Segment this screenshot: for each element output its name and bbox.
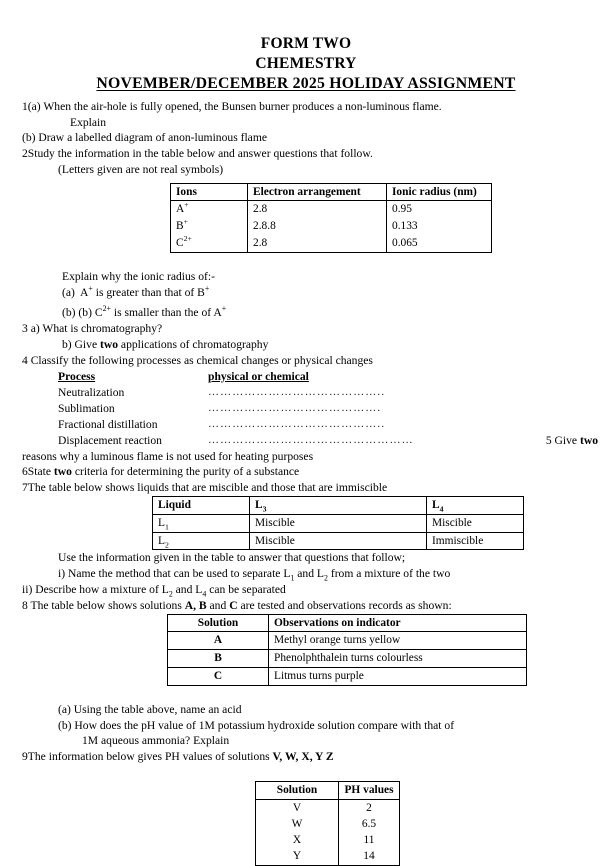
- ions-cell-ionic-radius: 0.95: [387, 201, 492, 218]
- solutions-cell-observation: Methyl orange turns yellow: [269, 632, 527, 650]
- table-header-row: [256, 781, 400, 799]
- ph-cell-value: 11: [339, 832, 400, 848]
- q7-stem: 7The table below shows liquids that are miscible and those that are immiscible: [22, 481, 388, 495]
- solutions-col-header-observations: Observations on indicator: [269, 614, 527, 632]
- q4-row-displacement-reaction: [22, 433, 414, 449]
- table-row: [168, 632, 527, 650]
- q8-stem-pre: 8 The table below shows solutions: [22, 598, 185, 612]
- q6-pre: 6State: [22, 465, 54, 479]
- solutions-cell-solution: B: [168, 650, 269, 668]
- ions-cell-electron-arrangement: 2.8: [248, 235, 387, 252]
- q4-row-neutralization: [22, 385, 602, 401]
- table-row: [256, 848, 400, 865]
- table-header-row: [153, 497, 524, 515]
- ph-cell-solution: W: [256, 816, 339, 832]
- q7-use-info: Use the information given in the table to answer that questions that follow;: [58, 551, 406, 565]
- ions-col-header-ionic-radius: Ionic radius (nm): [387, 183, 492, 201]
- ions-cell-ionic-radius: 0.133: [387, 218, 492, 235]
- table-row: [171, 218, 492, 235]
- q4-stem: 4 Classify the following processes as chemical changes or physical changes: [22, 353, 373, 367]
- table-header-row: [168, 614, 527, 632]
- ph-cell-solution: X: [256, 832, 339, 848]
- q1-part-b: (b) Draw a labelled diagram of anon-luminous flame: [22, 131, 267, 145]
- q5-continuation: reasons why a luminous flame is not used for heating purposes: [22, 449, 314, 463]
- q7-part-i: i) Name the method that can be used to separate $L_1$ and $L_2$ from a mixture of the two: [58, 567, 451, 583]
- table-row: [256, 832, 400, 848]
- q8-part-a: (a) Using the table above, name an acid: [58, 702, 242, 716]
- q9-stem-bold: V, W, X, Y Z: [272, 750, 334, 764]
- q4-answer-blank[interactable]: ……………………………………..: [208, 417, 386, 430]
- liquids-cell-l4: Immiscible: [427, 532, 524, 550]
- ph-cell-value: 14: [339, 848, 400, 865]
- q4-process-label: Displacement reaction: [58, 433, 162, 447]
- q5-stem-fragment: [546, 433, 602, 449]
- ph-cell-value: 6.5: [339, 816, 400, 832]
- ph-values-table: [255, 781, 400, 866]
- q4-row-displacement-with-q5-fragment: [22, 433, 602, 449]
- liquids-cell-l4: Miscible: [427, 514, 524, 532]
- q2-part-b: (b) (b) $C^{2+}$ is smaller than the of A+: [62, 304, 227, 320]
- q2-part-a: (a) A+ is greater than that of B+: [62, 283, 210, 299]
- q8-part-b-line2: 1M aqueous ammonia? Explain: [82, 734, 230, 748]
- q8-stem-post: are tested and observations records as shown:: [237, 598, 452, 612]
- liquids-table: [152, 496, 524, 550]
- table-row: [256, 799, 400, 816]
- q4-process-label: Sublimation: [58, 401, 115, 415]
- q6-bold: two: [53, 465, 72, 479]
- solutions-cell-solution: A: [168, 632, 269, 650]
- q4-answer-blank[interactable]: …………………………………….: [208, 401, 382, 414]
- q8-part-b-line1: (b) How does the pH value of 1M potassium hydroxide solution compare with that of: [58, 718, 455, 732]
- ph-cell-solution: Y: [256, 848, 339, 865]
- ph-cell-solution: V: [256, 799, 339, 816]
- q6-post: criteria for determining the purity of a substance: [71, 465, 300, 479]
- q4-column-headers: [22, 369, 602, 385]
- q4-answer-blank[interactable]: ……………………………………………: [208, 433, 414, 446]
- solutions-cell-solution: C: [168, 668, 269, 686]
- liquids-col-header-l3: $L_3$: [250, 497, 427, 515]
- document-header: [0, 34, 612, 95]
- q3-b-bold: two: [100, 338, 119, 352]
- liquids-col-header-liquid: Liquid: [153, 497, 250, 515]
- solutions-col-header-solution: Solution: [168, 614, 269, 632]
- q3-b-pre: b) Give: [62, 338, 100, 352]
- title-line-assignment: NOVEMBER/DECEMBER 2025 HOLIDAY ASSIGNMENT: [96, 75, 516, 93]
- ions-cell-electron-arrangement: 2.8: [248, 201, 387, 218]
- q8-stem-bold1: A, B: [184, 598, 207, 612]
- q4-col-header-process: Process: [58, 369, 96, 383]
- solutions-cell-observation: Litmus turns purple: [269, 668, 527, 686]
- document-page: [0, 34, 612, 863]
- ph-cell-value: 2: [339, 799, 400, 816]
- ph-col-header-solution: Solution: [256, 781, 339, 799]
- q8-stem-bold2: C: [229, 598, 238, 612]
- liquids-cell-liquid: $L_2$: [153, 532, 250, 550]
- q4-answer-blank[interactable]: ……………………………………..: [208, 385, 386, 398]
- table-row: [171, 201, 492, 218]
- ions-cell-ion: B+: [171, 218, 248, 235]
- q9-stem-pre: 9The information below gives PH values of solutions: [22, 750, 273, 764]
- q5-bold: two: [579, 433, 598, 447]
- ions-cell-ion: $C^{2+}$: [171, 235, 248, 252]
- q7-part-ii: ii) Describe how a mixture of $L_2$ and $L_4$ can be separated: [22, 583, 286, 599]
- table-row: [256, 816, 400, 832]
- q4-row-sublimation: [22, 401, 602, 417]
- ions-col-header-ions: Ions: [171, 183, 248, 201]
- table-row: [168, 650, 527, 668]
- title-line-form: FORM TWO: [260, 35, 352, 52]
- ions-cell-electron-arrangement: 2.8.8: [248, 218, 387, 235]
- q4-col-header-physical-or-chemical: physical or chemical: [208, 369, 309, 383]
- ions-cell-ion: A+: [171, 201, 248, 218]
- liquids-cell-l3: Miscible: [250, 532, 427, 550]
- solutions-table: [167, 614, 527, 686]
- solutions-cell-observation: Phenolphthalein turns colourless: [269, 650, 527, 668]
- ions-table: [170, 183, 492, 253]
- q2-explain-intro: Explain why the ionic radius of:-: [62, 269, 215, 283]
- liquids-col-header-l4: $L_4$: [427, 497, 524, 515]
- q3-b-post: applications of chromatography: [118, 338, 269, 352]
- q8-stem-mid: and: [206, 598, 230, 612]
- ions-col-header-electron-arrangement: Electron arrangement: [248, 183, 387, 201]
- title-line-subject: CHEMESTRY: [255, 55, 357, 73]
- q5-pre: 5 Give: [545, 433, 580, 447]
- ions-cell-ionic-radius: 0.065: [387, 235, 492, 252]
- q2-stem: 2Study the information in the table below and answer questions that follow.: [22, 147, 373, 161]
- q9-stem: [22, 749, 602, 765]
- liquids-cell-l3: Miscible: [250, 514, 427, 532]
- table-row: [153, 514, 524, 532]
- table-row: [153, 532, 524, 550]
- document-body: [0, 99, 612, 866]
- q4-process-label: Fractional distillation: [58, 417, 158, 431]
- q4-row-fractional-distillation: [22, 417, 602, 433]
- ph-col-header-ph-values: PH values: [339, 781, 400, 799]
- q1-part-a: 1(a) When the air-hole is fully opened, the Bunsen burner produces a non-luminous flame.: [22, 99, 442, 113]
- table-header-row: [171, 183, 492, 201]
- q6-stem: [22, 464, 602, 480]
- liquids-cell-liquid: $L_1$: [153, 514, 250, 532]
- q1-explain: Explain: [70, 115, 107, 129]
- q2-note: (Letters given are not real symbols): [58, 162, 224, 176]
- table-row: [171, 235, 492, 252]
- q8-stem: [22, 598, 602, 614]
- q3-part-a: 3 a) What is chromatography?: [22, 322, 163, 336]
- q3-part-b: [22, 337, 602, 353]
- table-row: [168, 668, 527, 686]
- q4-process-label: Neutralization: [58, 385, 125, 399]
